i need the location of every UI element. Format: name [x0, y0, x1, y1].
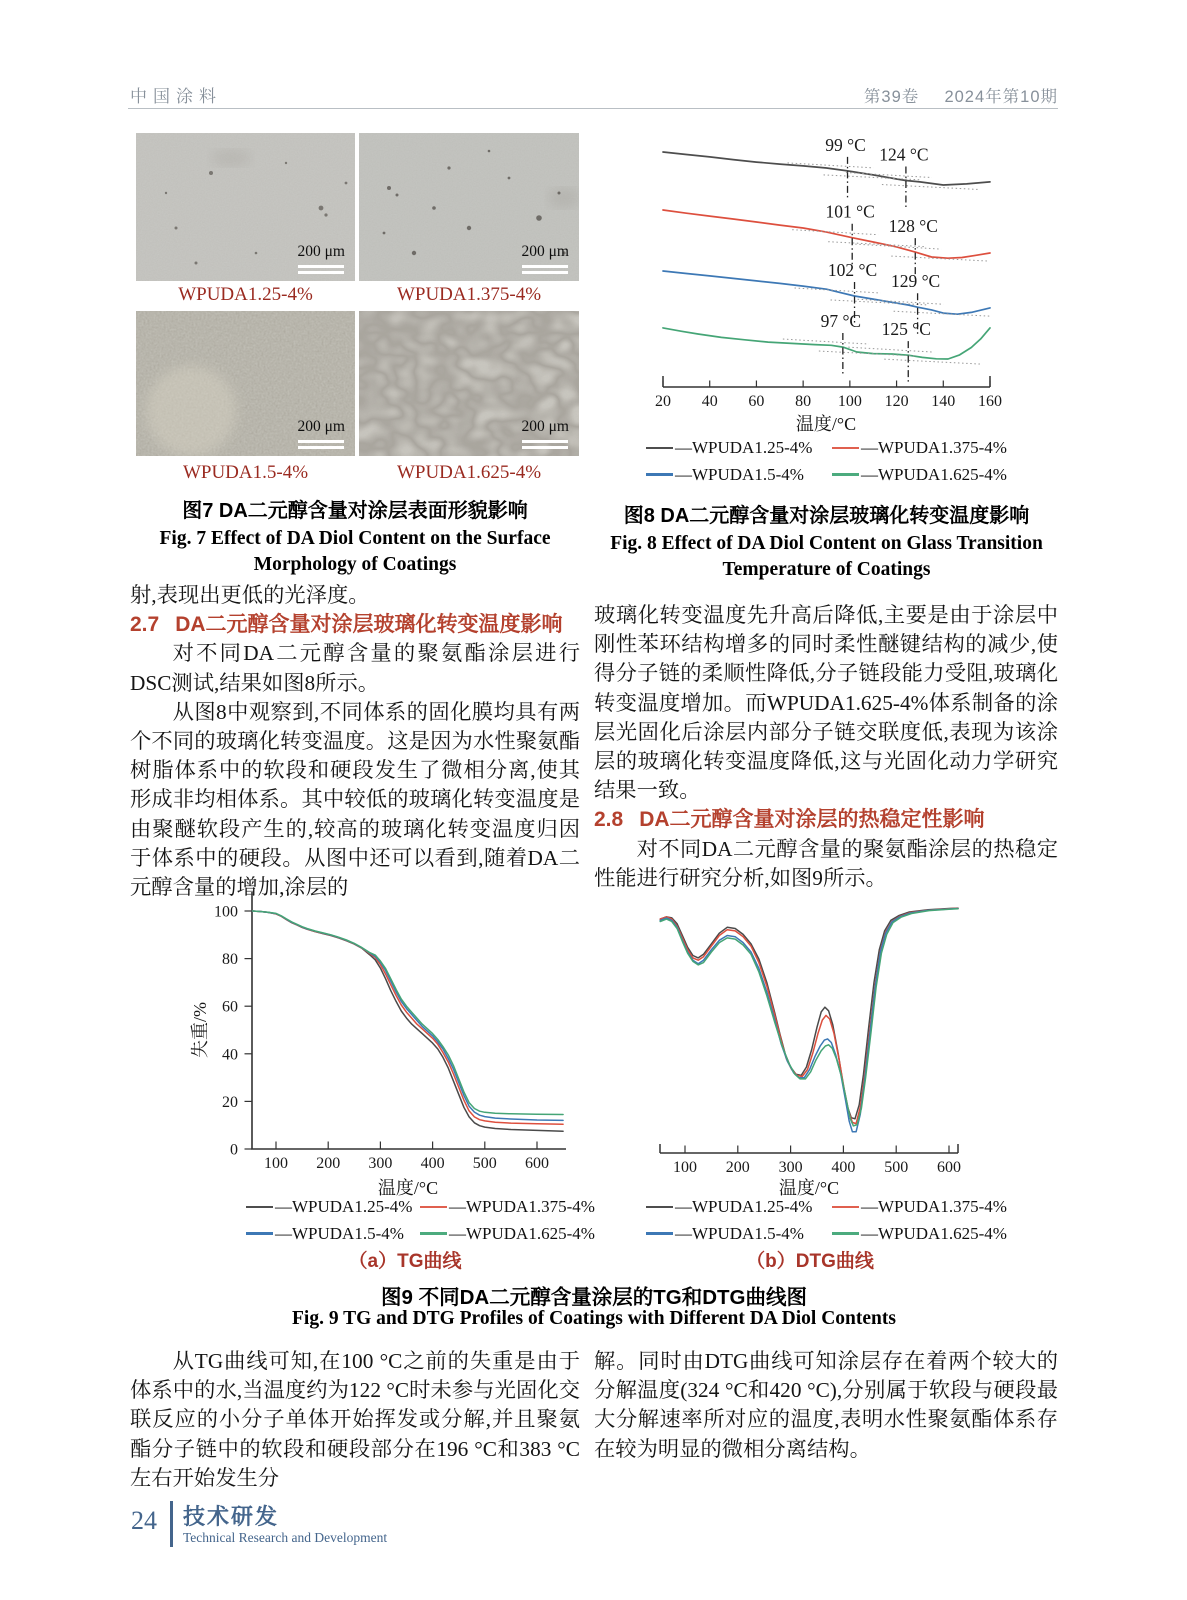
svg-text:200: 200	[725, 1159, 750, 1176]
legend-color-dash	[246, 1206, 273, 1208]
figure8-caption-en2: Temperature of Coatings	[722, 559, 931, 580]
left-column-text	[130, 581, 580, 902]
legend-item	[420, 1223, 595, 1245]
scale-bar-line	[522, 271, 568, 274]
legend-label: —WPUDA1.5-4%	[675, 1223, 804, 1243]
svg-text:400: 400	[420, 1155, 445, 1172]
paragraph: 玻璃化转变温度先升高后降低,主要是由于涂层中刚性苯环结构增多的同时柔性醚键结构的减少,使得分子链的柔顺性降低,分子链段能力受阻,玻璃化转变温度增加。而WPUDA1.625-4%体系制备的涂层光固化后涂层内部分子链交联度低,表现为该涂层的玻璃化转变温度降低,这与光固化动力学研究结果一致。	[594, 603, 1058, 803]
legend-item	[646, 464, 832, 486]
subfigure-b-label: （b）DTG曲线	[746, 1251, 874, 1272]
svg-text:100: 100	[673, 1159, 697, 1176]
footer-section-en: Technical Research and Development	[183, 1530, 388, 1545]
tg-chart	[180, 880, 600, 1180]
section-title: DA二元醇含量对涂层玻璃化转变温度影响	[175, 613, 563, 637]
scale-bar-line	[298, 440, 344, 443]
svg-text:600: 600	[525, 1155, 549, 1172]
legend-label: —WPUDA1.375-4%	[449, 1197, 595, 1216]
paragraph: 从图8中观察到,不同体系的固化膜均具有两个不同的玻璃化转变温度。这是因为水性聚氨酯树脂体系中的软段和硬段发生了微相分离,使其形成非均相体系。其中较低的玻璃化转变温度是由聚醚软段产生的,较高的玻璃化转变温度归因于体系中的硬段。从图中还可以看到,随着DA二元醇含量的增加,涂层的	[130, 699, 580, 900]
legend-item	[646, 437, 832, 459]
paragraph: 对不同DA二元醇含量的聚氨酯涂层进行DSC测试,结果如图8所示。	[130, 641, 580, 695]
svg-text:80: 80	[795, 393, 812, 410]
svg-text:300: 300	[778, 1159, 803, 1176]
legend-color-dash	[832, 447, 859, 449]
paragraph: 射,表现出更低的光泽度。	[130, 583, 370, 607]
svg-text:100: 100	[214, 903, 238, 921]
scale-bar-label: 200 μm	[521, 418, 569, 435]
subfigure-a-label: （a）TG曲线	[348, 1251, 462, 1272]
svg-text:20: 20	[655, 393, 671, 410]
legend-item	[832, 1223, 1007, 1245]
svg-text:99 °C: 99 °C	[825, 134, 866, 155]
legend-item	[246, 1196, 420, 1218]
micrograph-label: WPUDA1.25-4%	[178, 284, 313, 305]
scale-bar-line	[298, 271, 344, 274]
right-column-text	[594, 601, 1058, 893]
legend-item	[832, 1196, 1007, 1218]
scale-bar	[522, 243, 570, 274]
svg-text:600: 600	[937, 1159, 961, 1176]
svg-text:20: 20	[222, 1093, 238, 1111]
bottom-left-text	[130, 1347, 580, 1493]
section-number: 2.8	[594, 808, 624, 832]
legend-color-dash	[420, 1232, 447, 1234]
legend-label: —WPUDA1.625-4%	[449, 1223, 595, 1243]
micrograph-wpuda1-25	[136, 133, 355, 281]
bottom-right-text	[594, 1347, 1058, 1464]
svg-text:40: 40	[701, 393, 718, 410]
svg-text:60: 60	[222, 998, 238, 1016]
svg-text:102 °C: 102 °C	[827, 259, 878, 280]
legend-label: —WPUDA1.25-4%	[675, 438, 813, 457]
legend-label: —WPUDA1.375-4%	[861, 438, 1007, 457]
legend-item	[246, 1223, 420, 1245]
scale-bar-line	[298, 446, 344, 449]
scale-bar-label: 200 μm	[297, 243, 345, 260]
volume-label: 第39卷	[863, 88, 920, 106]
legend-item	[646, 1223, 832, 1245]
figure7-caption-en1: Fig. 7 Effect of DA Diol Content on the Surface	[159, 528, 551, 549]
svg-text:160: 160	[978, 393, 1002, 410]
figure8-caption	[595, 499, 1058, 581]
legend-color-dash	[646, 1206, 673, 1208]
legend-label: —WPUDA1.625-4%	[861, 464, 1007, 484]
svg-text:128 °C: 128 °C	[888, 216, 938, 237]
section-2-7-heading	[130, 610, 580, 639]
scale-bar	[298, 243, 346, 274]
header-divider	[128, 108, 1058, 109]
svg-text:101 °C: 101 °C	[825, 201, 875, 222]
legend-label: —WPUDA1.625-4%	[861, 1223, 1007, 1243]
scale-bar-line	[298, 265, 344, 268]
legend-label: —WPUDA1.375-4%	[861, 1197, 1007, 1216]
legend-color-dash	[646, 473, 673, 475]
legend-color-dash	[832, 1206, 859, 1208]
svg-text:97 °C: 97 °C	[820, 311, 862, 332]
svg-text:80: 80	[222, 951, 238, 969]
svg-text:129 °C: 129 °C	[890, 271, 941, 292]
legend-color-dash	[646, 447, 673, 449]
tg-x-axis-label: 温度/°C	[377, 1178, 439, 1198]
scale-bar-label: 200 μm	[521, 243, 569, 260]
legend-item	[420, 1196, 595, 1218]
dsc-chart	[630, 130, 1050, 440]
figure7-caption-en2: Morphology of Coatings	[253, 554, 457, 575]
dtg-x-axis-label: 温度/°C	[778, 1178, 840, 1198]
micrograph-label: WPUDA1.5-4%	[182, 462, 309, 483]
svg-text:500: 500	[884, 1159, 909, 1176]
svg-text:200: 200	[316, 1155, 341, 1172]
svg-text:300: 300	[368, 1155, 393, 1172]
paragraph: 解。同时由DTG曲线可知涂层存在着两个较大的分解温度(324 °C和420 °C),分别属于软段与硬段最大分解速率所对应的温度,表明水性聚氨酯体系存在较为明显的微相分离结构。	[594, 1349, 1058, 1461]
figure7-caption-cn: 图7 DA二元醇含量对涂层表面形貌影响	[182, 500, 528, 522]
svg-text:120: 120	[884, 393, 909, 410]
svg-text:400: 400	[831, 1159, 856, 1176]
legend-label: —WPUDA1.5-4%	[275, 1223, 404, 1243]
scale-bar	[298, 418, 346, 449]
figure8-caption-cn: 图8 DA二元醇含量对涂层玻璃化转变温度影响	[623, 505, 1030, 527]
svg-text:60: 60	[748, 393, 765, 410]
micrograph-wpuda1-5	[136, 311, 355, 456]
figure9-caption-en: Fig. 9 TG and DTG Profiles of Coatings with Different DA Diol Contents	[292, 1308, 896, 1329]
legend-item	[832, 464, 1007, 486]
svg-text:500: 500	[472, 1155, 497, 1172]
legend-color-dash	[832, 473, 859, 475]
svg-text:100: 100	[837, 393, 862, 410]
micrograph-wpuda1-375	[359, 133, 579, 281]
svg-text:125 °C: 125 °C	[881, 319, 931, 340]
tg-legend	[246, 1196, 595, 1245]
dsc-x-axis-label: 温度/°C	[795, 414, 857, 434]
dtg-legend	[646, 1196, 1007, 1245]
footer-divider-bar	[170, 1501, 173, 1547]
svg-text:0: 0	[230, 1141, 238, 1159]
legend-label: —WPUDA1.5-4%	[675, 464, 804, 484]
scale-bar	[522, 418, 570, 449]
micrograph-label: WPUDA1.375-4%	[396, 284, 542, 305]
journal-name: 中国涂料	[130, 87, 222, 106]
micrograph-wpuda1-625	[359, 311, 579, 456]
legend-color-dash	[420, 1206, 447, 1208]
micrograph-label: WPUDA1.625-4%	[396, 462, 542, 483]
scale-bar-line	[522, 446, 568, 449]
scale-bar-line	[522, 440, 568, 443]
paragraph: 对不同DA二元醇含量的聚氨酯涂层的热稳定性能进行研究分析,如图9所示。	[594, 836, 1058, 890]
legend-item	[646, 1196, 832, 1218]
legend-color-dash	[832, 1232, 859, 1234]
issue-label: 2024年第10期	[944, 88, 1058, 106]
svg-text:140: 140	[931, 393, 956, 410]
svg-text:124 °C: 124 °C	[879, 144, 929, 165]
legend-item	[832, 437, 1007, 459]
legend-label: —WPUDA1.25-4%	[675, 1197, 813, 1216]
legend-label: —WPUDA1.25-4%	[275, 1197, 413, 1216]
section-2-8-heading	[594, 805, 1058, 834]
scale-bar-label: 200 μm	[297, 418, 345, 435]
figure7-caption	[130, 494, 580, 576]
legend-color-dash	[246, 1232, 273, 1234]
legend-color-dash	[646, 1232, 673, 1234]
section-number: 2.7	[130, 613, 160, 637]
svg-text:40: 40	[222, 1046, 238, 1064]
page-number: 24	[131, 1506, 157, 1535]
footer-section-cn: 技术研发	[183, 1504, 280, 1529]
dsc-legend	[646, 437, 1007, 486]
section-title: DA二元醇含量对涂层的热稳定性影响	[639, 808, 985, 832]
svg-text:失重/%: 失重/%	[190, 1002, 210, 1058]
paragraph: 从TG曲线可知,在100 °C之前的失重是由于体系中的水,当温度约为122 °C时未参与光固化交联反应的小分子单体开始挥发或分解,并且聚氨酯分子链中的软段和硬段部分在196 °C和383 °C左右开始发生分	[130, 1349, 580, 1490]
dtg-chart	[620, 880, 1040, 1180]
svg-text:100: 100	[264, 1155, 288, 1172]
scale-bar-line	[522, 265, 568, 268]
volume-issue	[864, 83, 1058, 107]
figure8-caption-en1: Fig. 8 Effect of DA Diol Content on Glass Transition	[610, 533, 1043, 554]
figure9-caption-cn: 图9 不同DA二元醇含量涂层的TG和DTG曲线图	[381, 1286, 807, 1309]
